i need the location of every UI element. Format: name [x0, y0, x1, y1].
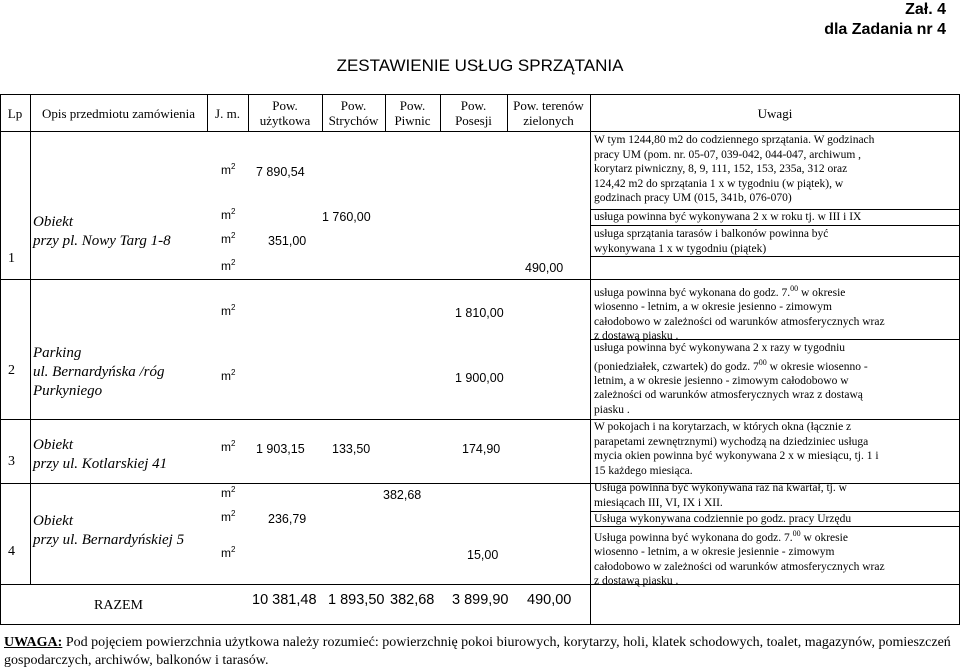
- header-lp: Lp: [7, 106, 23, 121]
- row4-lp: 4: [8, 544, 15, 559]
- row4-basement-area: 382,68: [383, 488, 422, 502]
- row1-object: Obiekt przy pl. Nowy Targ 1-8: [33, 214, 171, 249]
- row1-usable-area: 7 890,54: [256, 165, 305, 179]
- row1-usable-area-terraces: 351,00: [268, 234, 307, 248]
- header-unit: J. m.: [215, 106, 240, 121]
- row2-unit-2: $m^2$: [221, 368, 236, 383]
- row4-property-area: 15,00: [467, 548, 499, 562]
- row3-lp: 3: [8, 454, 15, 469]
- row2-remark-2: usługa powinna być wykonywana 2 x razy w tygodniu (poniedziałek, czwartek) do godz. $7^{00}$ w okresie wiosenno - letnim, a w okresie jesienno - zimowym całodobowo w zależności od warunków atmosferycznych wraz z dostawą piasku .: [594, 342, 868, 416]
- row1-remark-1: W tym 1244,80 m2 do codziennego sprzątania. W godzinach pracy UM (pom. nr. 05-07, 039-042, 044-047, archiwum , korytarz piwniczny, 8, 9, 111, 152, 153, 235a, 312 oraz 124,42 m2 do sprzątania 1 x w tygodniu (w piątek), w godzinach pracy UM (015, 341b, 076-070): [594, 134, 875, 204]
- row1-unit-3: $m^2$: [221, 231, 236, 246]
- row1-unit-1: $m^2$: [221, 162, 236, 177]
- row4-remark-2: Usługa wykonywana codziennie po godz. pracy Urzędu: [594, 513, 852, 525]
- row1-green-area: 490,00: [525, 261, 564, 275]
- row4-object: Obiekt przy ul. Bernardyńskiej 5: [33, 513, 185, 548]
- row4-unit-1: $m^2$: [221, 485, 236, 500]
- header-property-area: Pow. Posesji: [455, 98, 492, 128]
- row3-object: Obiekt przy ul. Kotlarskiej 41: [33, 437, 168, 472]
- row3-remark: W pokojach i na korytarzach, w których okna (łącznie z parapetami zewnętrznymi) wychodzą na dziedziniec usługa mycia okien powinna być wykonywana 2 x w miesiącu, tj. 1 i 15 każdego miesiąca.: [594, 421, 879, 477]
- header-description: Opis przedmiotu zamówienia: [41, 106, 196, 121]
- row4-remark-1: Usługa powinna być wykonywana raz na kwartał, tj. w miesiącach III, VI, IX i XII.: [594, 482, 847, 509]
- row1-remark-2: usługa powinna być wykonywana 2 x w roku tj. w III i IX: [594, 211, 862, 223]
- row3-usable-area: 1 903,15: [256, 442, 305, 456]
- page-title: ZESTAWIENIE USŁUG SPRZĄTANIA: [336, 56, 624, 75]
- footer-note-label: UWAGA:: [4, 635, 63, 650]
- total-basement-area: 382,68: [390, 592, 435, 608]
- row4-remark-3: Usługa powinna być wykonana do godz. 7.00 w okresie wiosenno - letnim, a w okresie jesiennie - zimowym całodobowo w zależności od warunków atmosferycznych wraz z dostawą piasku .: [594, 529, 885, 588]
- header-green-area: Pow. terenów zielonych: [513, 98, 584, 128]
- row3-property-area: 174,90: [462, 442, 501, 456]
- total-usable-area: 10 381,48: [252, 592, 317, 608]
- row3-unit: $m^2$: [221, 439, 236, 454]
- row3-attic-area: 133,50: [332, 442, 371, 456]
- row1-remark-3: usługa sprzątania tarasów i balkonów powinna być wykonywana 1 x w tygodniu (piątek): [594, 228, 829, 255]
- attachment-line-2: dla Zadania nr 4: [824, 21, 946, 38]
- header-basement-area: Pow. Piwnic: [394, 98, 431, 128]
- row2-lp: 2: [8, 363, 15, 378]
- row2-unit-1: $m^2$: [221, 303, 236, 318]
- attachment-label: [824, 0, 946, 40]
- total-property-area: 3 899,90: [452, 592, 509, 608]
- footer-note-text: Pod pojęciem powierzchnia użytkowa należy rozumieć: powierzchnię pokoi biurowych, korytarzy, holi, klatek schodowych, toalet, magazynów, pomieszczeń gospodarczych, archiwów, balkonów i tarasów.: [4, 635, 951, 668]
- row4-usable-area: 236,79: [268, 512, 307, 526]
- row1-attic-area: 1 760,00: [322, 210, 371, 224]
- header-attic-area: Pow. Strychów: [328, 98, 379, 128]
- row2-property-area-1: 1 810,00: [455, 306, 504, 320]
- row2-object: Parking ul. Bernardyńska /róg Purkyniego: [33, 345, 165, 399]
- row2-property-area-2: 1 900,00: [455, 371, 504, 385]
- total-attic-area: 1 893,50: [328, 592, 385, 608]
- attachment-line-1: Zał. 4: [905, 1, 946, 18]
- row1-unit-4: $m^2$: [221, 258, 236, 273]
- row1-lp: 1: [8, 251, 15, 266]
- header-usable-area: Pow. użytkowa: [259, 98, 311, 128]
- row4-unit-3: $m^2$: [221, 545, 236, 560]
- header-remarks: Uwagi: [757, 106, 793, 121]
- totals-label: RAZEM: [94, 598, 143, 613]
- row4-unit-2: $m^2$: [221, 509, 236, 524]
- row2-remark-1: usługa powinna być wykonana do godz. 7.00 w okresie wiosenno - letnim, a w okresie jesienno - zimowym całodobowo w zależności od warunków atmosferycznych wraz z dostawą piasku .: [594, 284, 885, 343]
- total-green-area: 490,00: [527, 592, 572, 608]
- footer-note: [4, 634, 954, 670]
- row1-unit-2: $m^2$: [221, 207, 236, 222]
